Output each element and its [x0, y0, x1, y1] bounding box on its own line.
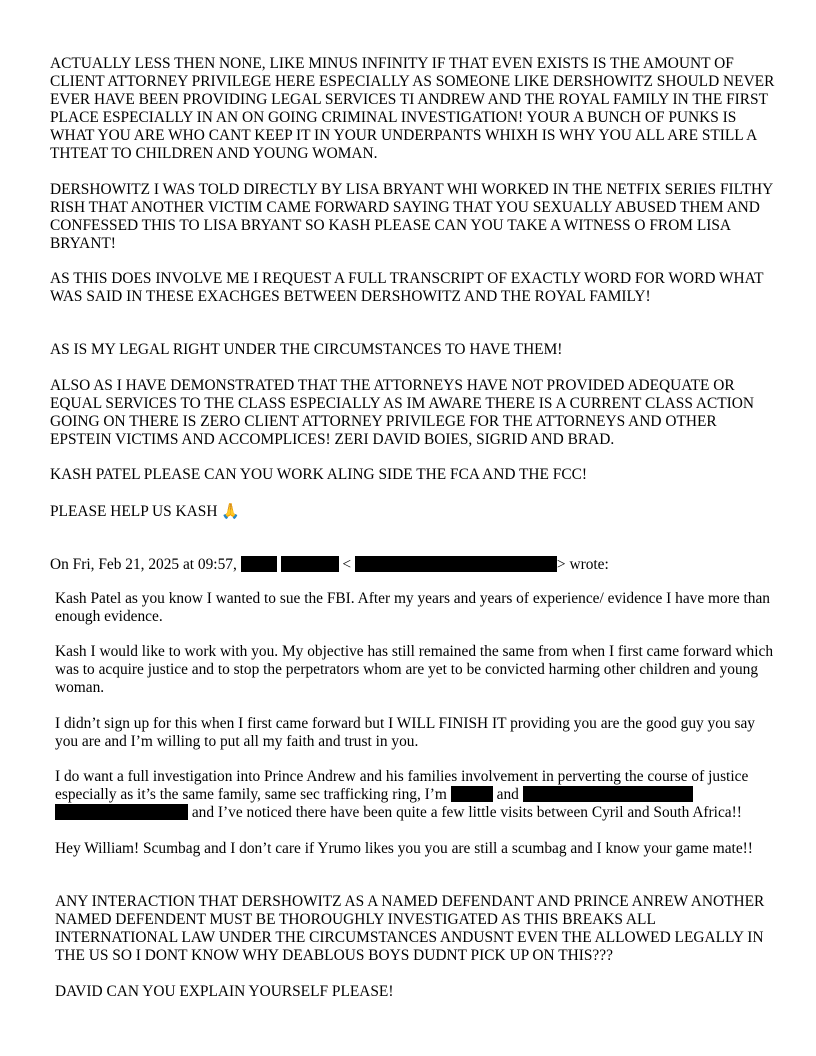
quote-header-date: On Fri, Feb 21, 2025 at 09:57, [50, 556, 241, 573]
quote-header-wrote: > wrote: [556, 556, 609, 573]
redaction-sender-first-name [241, 556, 277, 572]
reply-closing-text: PLEASE HELP US KASH [50, 503, 222, 520]
quoted-paragraph-2: Kash I would like to work with you. My objective has still remained the same from when I first came forward which was to acquire justice and to stop the perpetrators whom are yet to be convicted harming other children and young woman. [55, 643, 774, 696]
quoted-paragraph-1: Kash Patel as you know I wanted to sue the FBI. After my years and years of experience/ evidence I have more than enough evidence. [55, 590, 770, 625]
quoted-paragraph-4-part-3: and I’ve noticed there have been quite a few little visits between Cyril and South Africa!! [188, 804, 742, 821]
quote-header-lt: < [338, 556, 355, 573]
praying-hands-icon: 🙏 [221, 502, 240, 520]
reply-paragraph-7 [50, 502, 780, 521]
redaction-name-3 [55, 804, 188, 820]
reply-paragraph-2: DERSHOWITZ I WAS TOLD DIRECTLY BY LISA BRYANT WHI WORKED IN THE NETFIX SERIES FILTHY RISH THAT ANOTHER VICTIM CAME FORWARD SAYING THAT YOU SEXUALLY ABUSED THEM AND CONFESSED THIS TO LISA BRYANT SO KASH PLEASE CAN YOU TAKE A WITNESS O FROM LISA BRYANT! [50, 181, 773, 252]
quoted-paragraph-4-part-1: I do want a full investigation into Prince Andrew and his families involvement in perverting the course of justice especially as it’s the same family, same sec trafficking ring, I’m [55, 768, 749, 803]
reply-paragraph-5: ALSO AS I HAVE DEMONSTRATED THAT THE ATTORNEYS HAVE NOT PROVIDED ADEQUATE OR EQUAL SERVICES TO THE CLASS ESPECIALLY AS IM AWARE THERE IS A CURRENT CLASS ACTION GOING ON THERE IS ZERO CLIENT ATTORNEY PRIVILEGE FOR THE ATTORNEYS AND OTHER EPSTEIN VICTIMS AND ACCOMPLICES! ZERI DAVID BOIES, SIGRID AND BRAD. [50, 377, 755, 448]
quoted-paragraph-4 [55, 768, 775, 822]
redaction-name-2 [523, 786, 693, 802]
quoted-paragraph-6: ANY INTERACTION THAT DERSHOWITZ AS A NAMED DEFENDANT AND PRINCE ANREW ANOTHER NAMED DEFENDENT MUST BE THOROUGHLY INVESTIGATED AS THIS BREAKS ALL INTERNATIONAL LAW UNDER THE CIRCUMSTANCES ANDUSNT EVEN THE ALLOWED LEGALLY IN THE US SO I DONT KNOW WHY DEABLOUS BOYS DUDNT PICK UP ON THIS??? [55, 893, 765, 964]
reply-paragraph-4: AS IS MY LEGAL RIGHT UNDER THE CIRCUMSTANCES TO HAVE THEM! [50, 341, 563, 358]
redaction-name-1 [451, 786, 493, 802]
reply-paragraph-1: ACTUALLY LESS THEN NONE, LIKE MINUS INFINITY IF THAT EVEN EXISTS IS THE AMOUNT OF CLIENT ATTORNEY PRIVILEGE HERE ESPECIALLY AS SOMEONE LIKE DERSHOWITZ SHOULD NEVER EVER HAVE BEEN PROVIDING LEGAL SERVICES TI ANDREW AND THE ROYAL FAMILY IN THE FIRST PLACE ESPECIALLY IN AN ON GOING CRIMINAL INVESTIGATION! YOUR A BUNCH OF PUNKS IS WHAT YOU ARE WHO CANT KEEP IT IN YOUR UNDERPANTS WHIXH IS WHY YOU ALL ARE STILL A THTEAT TO CHILDREN AND YOUNG WOMAN. [50, 55, 775, 162]
quoted-paragraph-4-part-2: and [492, 786, 523, 803]
reply-paragraph-3: AS THIS DOES INVOLVE ME I REQUEST A FULL TRANSCRIPT OF EXACTLY WORD FOR WORD WHAT WAS SAID IN THESE EXACHGES BETWEEN DERSHOWITZ AND THE ROYAL FAMILY! [50, 270, 764, 305]
redaction-sender-last-name [281, 556, 339, 572]
quoted-paragraph-3: I didn’t sign up for this when I first came forward but I WILL FINISH IT providing you are the good guy you say you are and I’m willing to put all my faith and trust in you. [55, 715, 756, 750]
redaction-sender-email [355, 556, 557, 572]
quote-header [50, 556, 780, 574]
reply-paragraph-6: KASH PATEL PLEASE CAN YOU WORK ALING SIDE THE FCA AND THE FCC! [50, 466, 588, 483]
quoted-paragraph-5: Hey William! Scumbag and I don’t care if Yrumo likes you you are still a scumbag and I know your game mate!! [55, 840, 753, 857]
quoted-paragraph-7: DAVID CAN YOU EXPLAIN YOURSELF PLEASE! [55, 983, 394, 1000]
